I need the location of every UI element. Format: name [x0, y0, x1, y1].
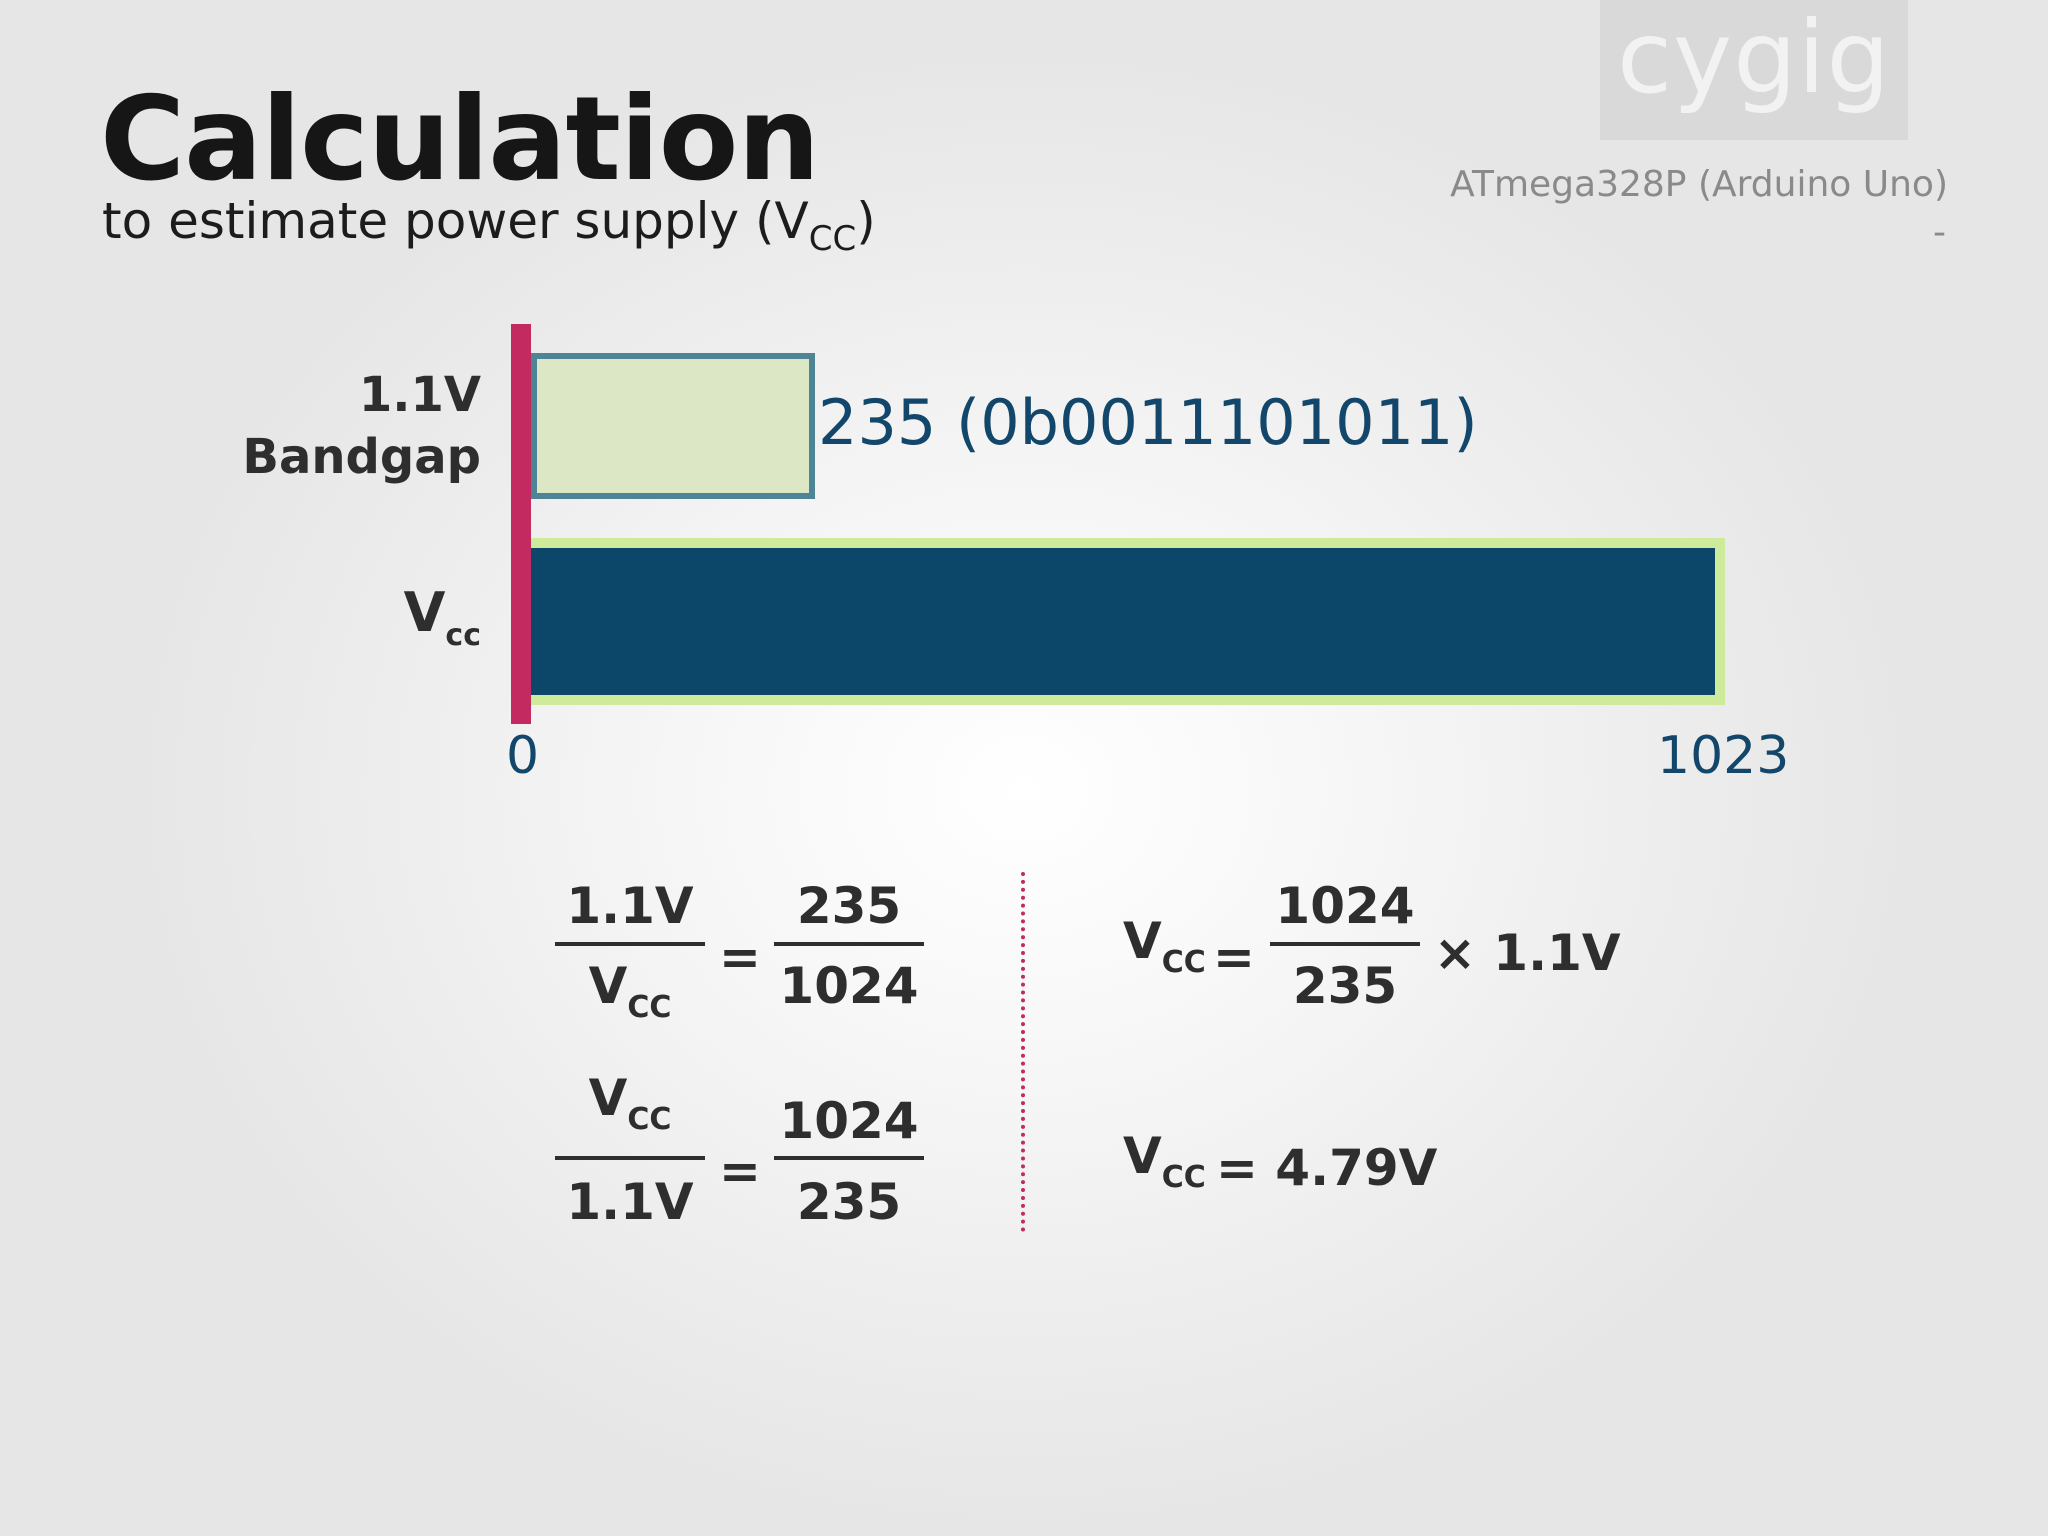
- eq1-left-fraction-bar: [555, 942, 705, 946]
- eq3-vcc-main: V: [1123, 912, 1162, 970]
- eq2-left-fraction-bar: [555, 1156, 705, 1160]
- eq2-vcc-main: V: [588, 1069, 628, 1127]
- eq1-right-fraction-bar: [774, 942, 924, 946]
- axis-max-label: 1023: [1657, 726, 1790, 786]
- eq3-denominator: 235: [1292, 957, 1398, 1015]
- bandgap-label-name: Bandgap: [242, 429, 481, 485]
- eq2-vcc-sub: CC: [627, 1102, 672, 1137]
- bandgap-bar: [531, 353, 815, 499]
- subtitle-text: to estimate power supply (V: [102, 192, 809, 250]
- equation-divider: [1021, 872, 1025, 1232]
- subtitle-close: ): [856, 192, 876, 250]
- eq3-multiplier: × 1.1V: [1434, 924, 1621, 982]
- bandgap-label-voltage: 1.1V: [358, 367, 481, 423]
- page-subtitle: [102, 192, 876, 259]
- subtitle-subscript: CC: [808, 219, 857, 259]
- eq3-numerator: 1024: [1275, 877, 1415, 935]
- vcc-label: [403, 581, 481, 653]
- eq2-right-fraction-bar: [774, 1156, 924, 1160]
- eq4-result: = 4.79V: [1216, 1139, 1438, 1197]
- eq1-right-denominator: 1024: [779, 957, 919, 1015]
- eq4-lhs: [1123, 1127, 1206, 1195]
- eq1-left-denominator: [555, 957, 705, 1025]
- eq4-vcc-main: V: [1123, 1127, 1162, 1185]
- axis-min-label: 0: [506, 726, 540, 786]
- eq1-vcc-main: V: [588, 957, 628, 1015]
- eq3-lhs: [1123, 912, 1206, 980]
- eq1-right-numerator: 235: [796, 877, 902, 935]
- eq1-equals: =: [719, 928, 761, 986]
- eq3-equals: =: [1213, 928, 1255, 986]
- eq2-right-denominator: 235: [796, 1173, 902, 1231]
- device-label: ATmega328P (Arduino Uno): [1450, 164, 1948, 205]
- bandgap-value-label: 235 (0b0011101011): [818, 386, 1478, 459]
- bandgap-label: [242, 364, 481, 488]
- eq1-left-numerator: 1.1V: [566, 877, 694, 935]
- page-title: Calculation: [100, 72, 820, 207]
- zero-axis: [511, 324, 531, 724]
- device-dash: -: [1933, 212, 1946, 253]
- eq3-vcc-sub: CC: [1161, 945, 1206, 980]
- eq2-equals: =: [719, 1142, 761, 1200]
- eq2-left-numerator: [555, 1069, 705, 1137]
- eq3-fraction-bar: [1270, 942, 1420, 946]
- vcc-label-main: V: [403, 581, 446, 644]
- eq2-left-denominator: 1.1V: [566, 1173, 694, 1231]
- eq2-right-numerator: 1024: [779, 1092, 919, 1150]
- vcc-bar: [531, 538, 1725, 705]
- vcc-label-sub: cc: [445, 618, 481, 653]
- logo: cygig: [1617, 0, 1891, 116]
- eq1-vcc-sub: CC: [627, 990, 672, 1025]
- eq4-vcc-sub: CC: [1161, 1160, 1206, 1195]
